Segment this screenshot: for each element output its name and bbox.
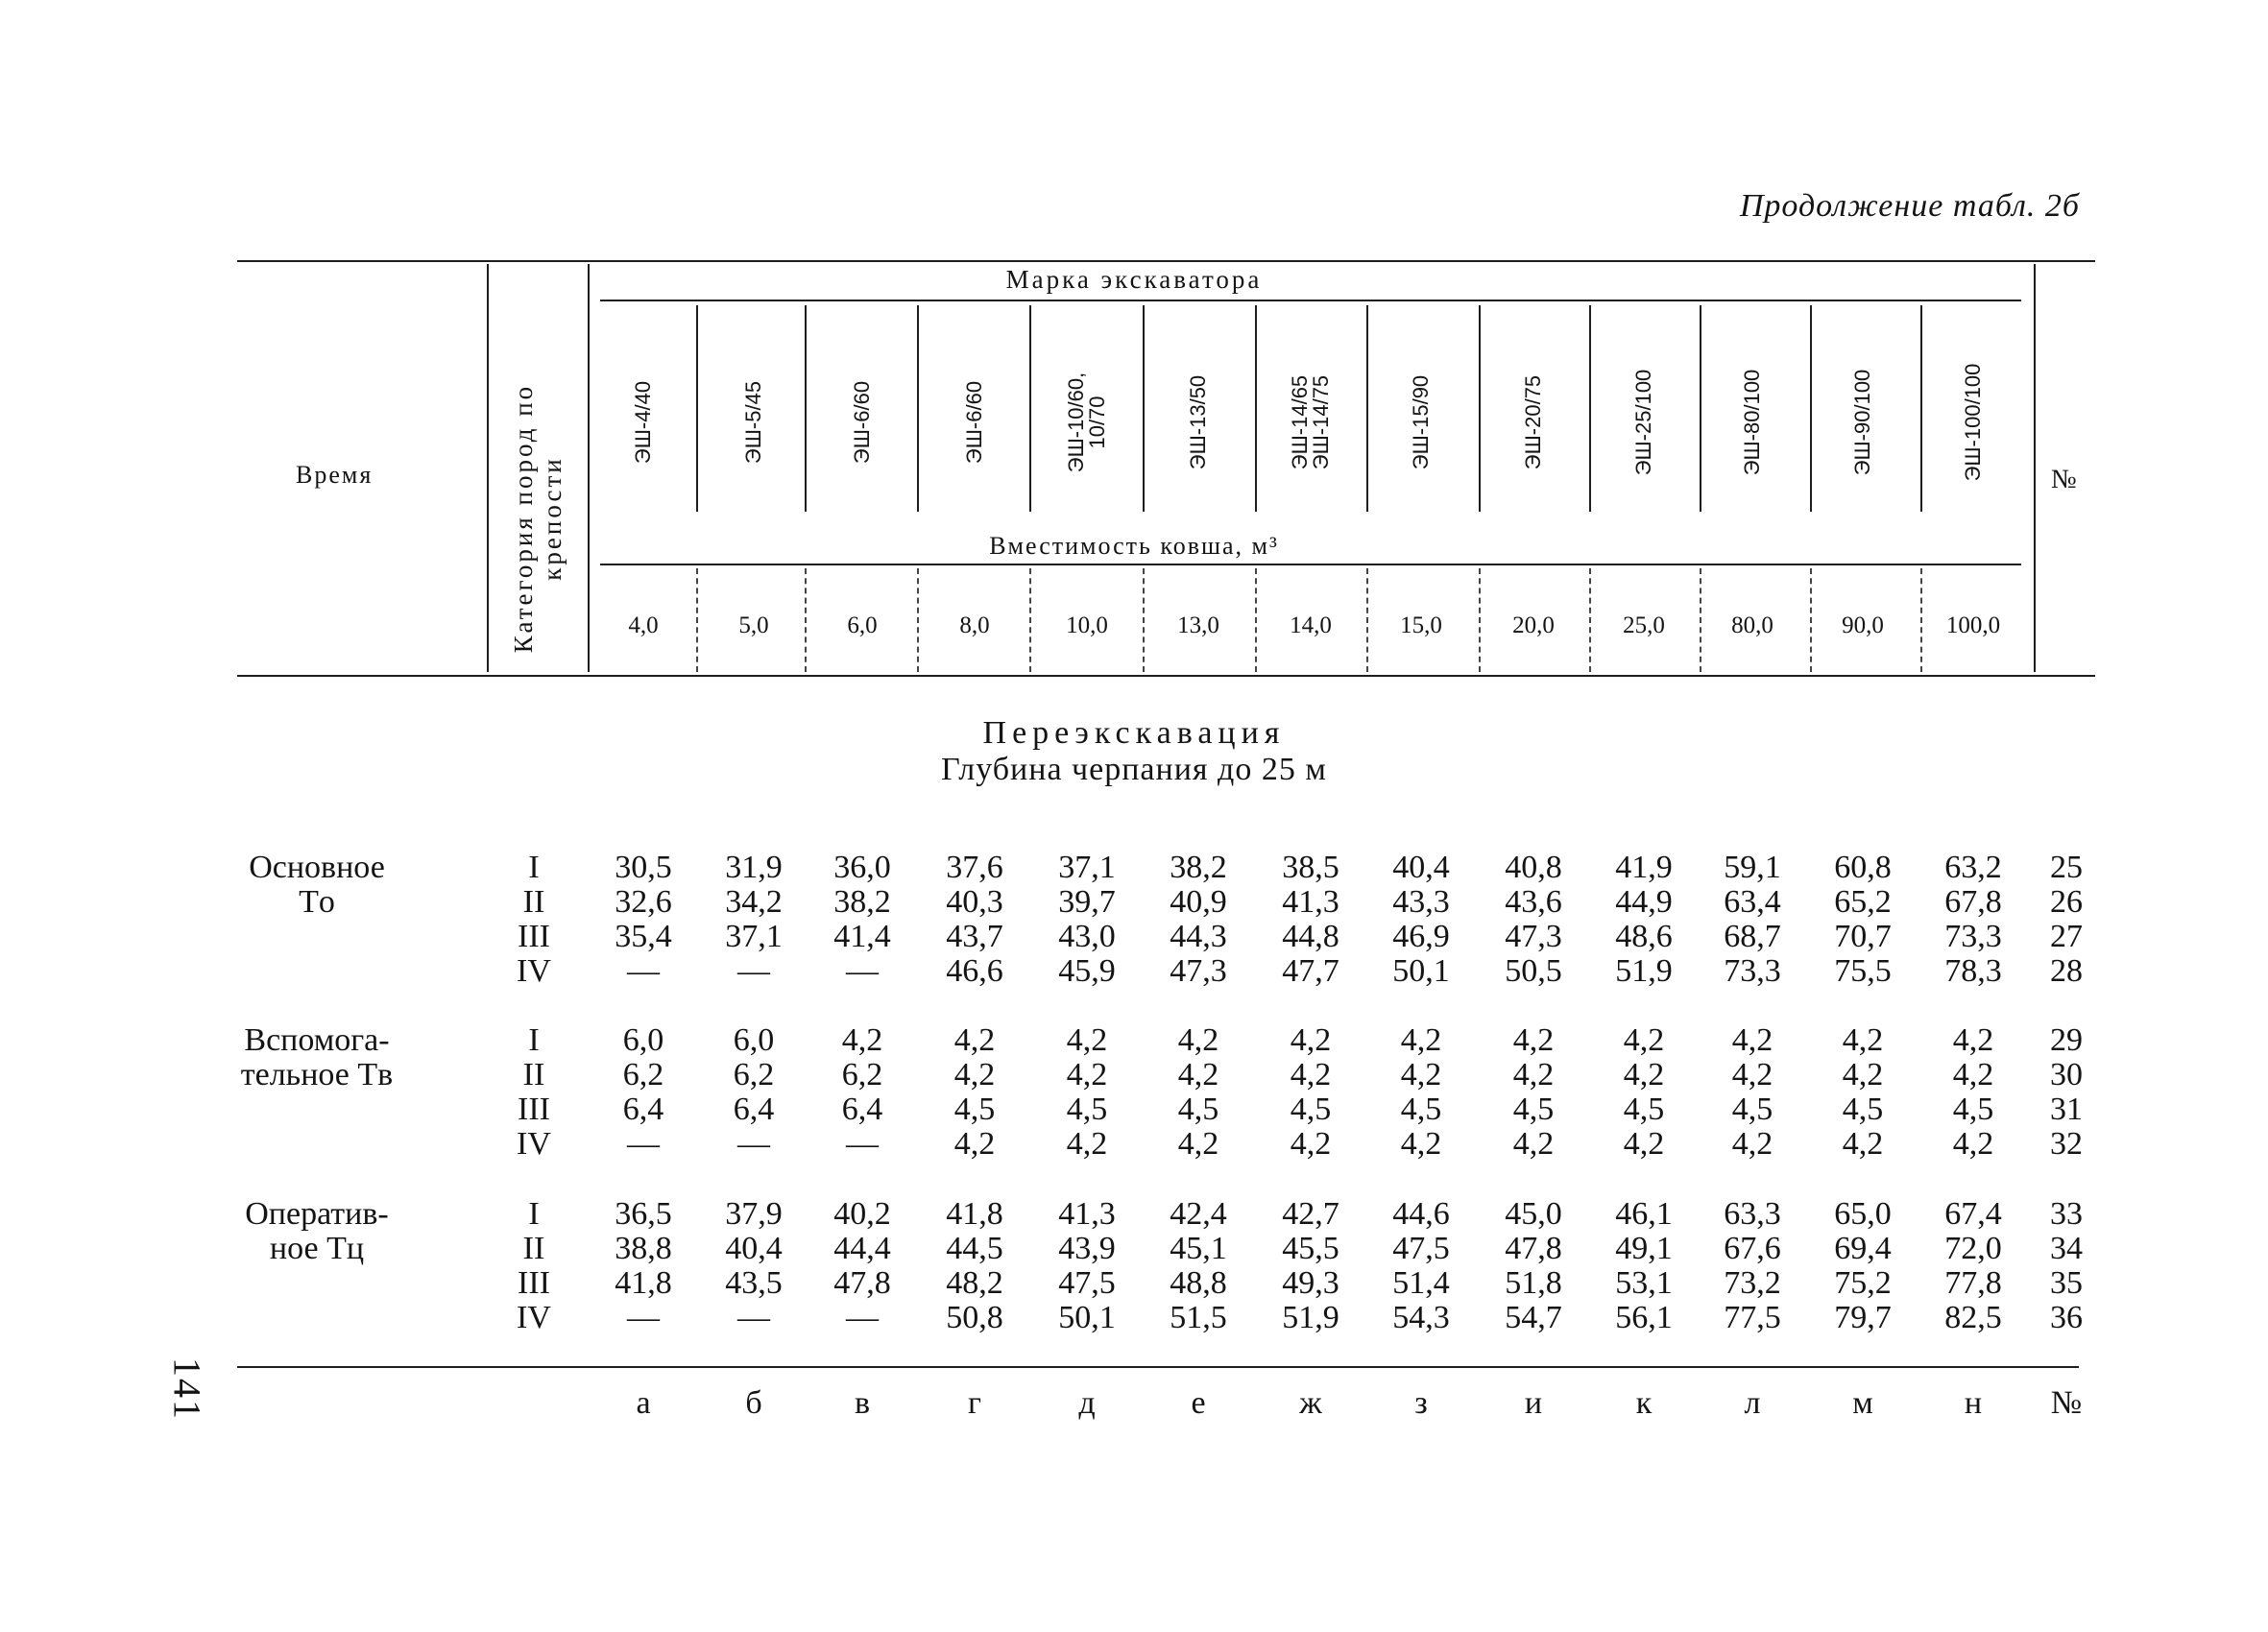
bucket-capacity-value: 8,0	[959, 612, 990, 638]
table-cell: 47,7	[1282, 953, 1339, 989]
excavator-model-label: ЭШ-80/100	[1740, 369, 1764, 476]
table-cell: 50,5	[1505, 953, 1562, 989]
table-cell: 44,5	[946, 1231, 1003, 1266]
row-number: 31	[2050, 1092, 2083, 1127]
table-cell: 51,9	[1615, 953, 1673, 989]
table-cell: 4,2	[953, 1022, 996, 1058]
excavator-model-label: ЭШ-100/100	[1961, 363, 1985, 482]
table-cell: 4,2	[1952, 1022, 1994, 1058]
table-cell: 4,2	[1290, 1057, 1332, 1092]
column-divider	[1700, 568, 1701, 672]
table-cell: 63,4	[1724, 884, 1781, 920]
column-divider	[805, 305, 807, 512]
table-cell: 73,3	[1944, 919, 2002, 954]
rock-category: I	[528, 850, 540, 885]
column-divider	[1479, 305, 1481, 512]
table-cell: 4,2	[1400, 1126, 1442, 1162]
table-cell: 4,2	[1623, 1057, 1665, 1092]
table-cell: 39,7	[1058, 884, 1116, 920]
category-label: Категория пород по крепости	[509, 383, 567, 654]
table-cell: 41,9	[1615, 850, 1673, 885]
table-cell: 47,8	[833, 1265, 891, 1301]
table-cell: 65,0	[1834, 1196, 1892, 1232]
bucket-capacity-value: 13,0	[1177, 612, 1219, 638]
table-cell: 50,8	[946, 1300, 1003, 1335]
row-number: 35	[2050, 1265, 2083, 1301]
rock-category: IV	[517, 1300, 551, 1335]
excavator-model-label: ЭШ-14/65 ЭШ-14/75	[1288, 374, 1333, 470]
column-divider	[696, 305, 698, 512]
table-cell: 6,2	[733, 1057, 775, 1092]
table-cell: 67,4	[1944, 1196, 2002, 1232]
bucket-capacity-value: 4,0	[628, 612, 659, 638]
page-number: 141	[165, 1357, 209, 1421]
excavator-model-label: ЭШ-15/90	[1409, 374, 1433, 470]
table-cell: 4,5	[1623, 1092, 1665, 1127]
bucket-capacity-value: 90,0	[1842, 612, 1884, 638]
rock-category: II	[522, 884, 545, 920]
row-group-label: Вспомога-тельное Tв	[240, 1022, 394, 1092]
table-cell: 6,0	[733, 1022, 775, 1058]
column-divider	[917, 568, 919, 672]
table-cell: 51,9	[1282, 1300, 1339, 1335]
table-cell: 37,6	[946, 850, 1003, 885]
table-cell: 60,8	[1834, 850, 1892, 885]
table-cell: 48,6	[1615, 919, 1673, 954]
column-letter: ж	[1299, 1385, 1322, 1421]
column-divider	[1255, 568, 1257, 672]
table-cell: 4,2	[1512, 1126, 1555, 1162]
table-cell: 47,8	[1505, 1231, 1562, 1266]
table-cell: 73,2	[1724, 1265, 1781, 1301]
bucket-capacity-value: 25,0	[1623, 612, 1665, 638]
column-divider	[1143, 305, 1145, 512]
table-cell: 4,2	[1623, 1022, 1665, 1058]
table-cell: 67,6	[1724, 1231, 1781, 1266]
excavator-model-label: ЭШ-90/100	[1850, 369, 1874, 476]
table-cell: —	[846, 953, 879, 989]
table-cell: —	[737, 1126, 770, 1162]
table-cell: 51,5	[1170, 1300, 1227, 1335]
table-cell: —	[846, 1126, 879, 1162]
table-cell: 31,9	[725, 850, 783, 885]
table-cell: 63,3	[1724, 1196, 1781, 1232]
rock-category: III	[518, 1092, 550, 1127]
row-number: 29	[2050, 1022, 2083, 1058]
table-cell: 44,3	[1170, 919, 1227, 954]
table-cell: 4,5	[1290, 1092, 1332, 1127]
table-cell: 4,2	[1066, 1022, 1108, 1058]
bucket-capacity-value: 80,0	[1731, 612, 1773, 638]
bucket-capacity-value: 10,0	[1066, 612, 1108, 638]
column-letter: м	[1852, 1385, 1873, 1421]
table-cell: 44,4	[833, 1231, 891, 1266]
column-letter: и	[1524, 1385, 1543, 1421]
row-group-label: Оператив-ное Tц	[245, 1196, 389, 1266]
table-cell: 69,4	[1834, 1231, 1892, 1266]
table-cell: 4,5	[1066, 1092, 1108, 1127]
table-cell: 47,3	[1505, 919, 1562, 954]
table-cell: 38,5	[1282, 850, 1339, 885]
table-cell: 47,5	[1392, 1231, 1450, 1266]
table-cell: 6,4	[733, 1092, 775, 1127]
table-cell: 43,9	[1058, 1231, 1116, 1266]
excavator-model-label: ЭШ-6/60	[850, 380, 874, 465]
table-cell: 51,8	[1505, 1265, 1562, 1301]
table-cell: 38,2	[1170, 850, 1227, 885]
table-cell: 43,0	[1058, 919, 1116, 954]
table-cell: 35,4	[615, 919, 672, 954]
table-cell: 78,3	[1944, 953, 2002, 989]
section-title: Переэкскавация	[982, 715, 1286, 751]
rock-category: I	[528, 1022, 540, 1058]
table-cell: 32,6	[615, 884, 672, 920]
table-cell: 41,3	[1282, 884, 1339, 920]
column-divider	[1589, 568, 1591, 672]
table-cell: 4,2	[1290, 1126, 1332, 1162]
table-cell: 4,2	[953, 1057, 996, 1092]
table-cell: 47,5	[1058, 1265, 1116, 1301]
table-cell: 4,2	[1952, 1126, 1994, 1162]
column-divider	[1810, 568, 1812, 672]
table-cell: 4,2	[1952, 1057, 1994, 1092]
table-cell: 63,2	[1944, 850, 2002, 885]
table-cell: 75,2	[1834, 1265, 1892, 1301]
column-divider	[1029, 568, 1031, 672]
table-cell: 34,2	[725, 884, 783, 920]
bucket-capacity-label: Вместимость ковша, м³	[989, 532, 1279, 560]
table-cell: 77,5	[1724, 1300, 1781, 1335]
excavator-model-label: ЭШ-4/40	[631, 380, 655, 465]
column-divider	[1589, 305, 1591, 512]
table-cell: 40,3	[946, 884, 1003, 920]
table-cell: 38,2	[833, 884, 891, 920]
rock-category: III	[518, 1265, 550, 1301]
table-cell: 41,4	[833, 919, 891, 954]
excavator-model-label: ЭШ-25/100	[1631, 369, 1655, 476]
row-number: 33	[2050, 1196, 2083, 1232]
table-cell: 40,4	[1392, 850, 1450, 885]
table-cell: 4,2	[1177, 1057, 1219, 1092]
table-cell: 51,4	[1392, 1265, 1450, 1301]
table-cell: 4,2	[1400, 1022, 1442, 1058]
table-cell: 70,7	[1834, 919, 1892, 954]
table-cell: 4,2	[1512, 1057, 1555, 1092]
column-divider	[1920, 305, 1922, 512]
footer-number-label: №	[2050, 1385, 2083, 1421]
table-cell: 41,3	[1058, 1196, 1116, 1232]
table-cell: 40,2	[833, 1196, 891, 1232]
column-divider	[1366, 305, 1368, 512]
column-letter: д	[1078, 1385, 1096, 1421]
table-cell: 47,3	[1170, 953, 1227, 989]
rock-category: II	[522, 1057, 545, 1092]
table-cell: 4,5	[1177, 1092, 1219, 1127]
column-letter: а	[636, 1385, 651, 1421]
column-letter: н	[1964, 1385, 1983, 1421]
table-cell: 56,1	[1615, 1300, 1673, 1335]
table-cell: 4,2	[1842, 1022, 1884, 1058]
table-cell: 59,1	[1724, 850, 1781, 885]
table-cell: 4,2	[1066, 1126, 1108, 1162]
table-cell: —	[627, 1126, 660, 1162]
table-cell: 75,5	[1834, 953, 1892, 989]
table-cell: 4,2	[1177, 1126, 1219, 1162]
bucket-capacity-value: 6,0	[847, 612, 878, 638]
table-cell: 6,4	[622, 1092, 664, 1127]
rock-category: IV	[517, 1126, 551, 1162]
table-cell: 45,0	[1505, 1196, 1562, 1232]
row-number: 36	[2050, 1300, 2083, 1335]
table-cell: —	[737, 1300, 770, 1335]
table-cell: 77,8	[1944, 1265, 2002, 1301]
table-cell: 44,6	[1392, 1196, 1450, 1232]
table-cell: 43,6	[1505, 884, 1562, 920]
bucket-capacity-value: 5,0	[738, 612, 769, 638]
column-letter: б	[745, 1385, 762, 1421]
table-cell: 65,2	[1834, 884, 1892, 920]
rock-category: III	[518, 919, 550, 954]
table-cell: 6,2	[622, 1057, 664, 1092]
bucket-capacity-value: 100,0	[1945, 612, 2001, 638]
table-cell: 38,8	[615, 1231, 672, 1266]
excavator-model-label: ЭШ-20/75	[1521, 374, 1545, 470]
table-cell: 43,3	[1392, 884, 1450, 920]
rock-category: IV	[517, 953, 551, 989]
table-cell: 41,8	[615, 1265, 672, 1301]
table-cell: 45,1	[1170, 1231, 1227, 1266]
excavator-model-label: ЭШ-5/45	[741, 380, 765, 465]
table-cell: 68,7	[1724, 919, 1781, 954]
column-divider	[1920, 568, 1922, 672]
table-cell: 4,2	[1177, 1022, 1219, 1058]
column-divider	[1810, 305, 1812, 512]
table-cell: 40,4	[725, 1231, 783, 1266]
table-cell: 54,7	[1505, 1300, 1562, 1335]
column-divider	[1255, 305, 1257, 512]
table-cell: 4,2	[1290, 1022, 1332, 1058]
table-cell: 43,7	[946, 919, 1003, 954]
rock-category: I	[528, 1196, 540, 1232]
table-cell: 4,2	[1731, 1022, 1773, 1058]
table-cell: 49,3	[1282, 1265, 1339, 1301]
table-cell: 72,0	[1944, 1231, 2002, 1266]
row-number: 27	[2050, 919, 2083, 954]
table-cell: 45,5	[1282, 1231, 1339, 1266]
table-cell: 40,8	[1505, 850, 1562, 885]
table-cell: —	[846, 1300, 879, 1335]
table-cell: 54,3	[1392, 1300, 1450, 1335]
table-cell: 4,2	[1066, 1057, 1108, 1092]
table-cell: 4,5	[1512, 1092, 1555, 1127]
table-cell: 44,9	[1615, 884, 1673, 920]
bucket-capacity-value: 14,0	[1290, 612, 1332, 638]
column-divider	[1700, 305, 1701, 512]
table-cell: 37,9	[725, 1196, 783, 1232]
table-cell: 6,0	[622, 1022, 664, 1058]
table-cell: 37,1	[1058, 850, 1116, 885]
section-subtitle: Глубина черпания до 25 м	[941, 752, 1327, 787]
column-letter: к	[1635, 1385, 1653, 1421]
number-label: №	[2051, 465, 2077, 494]
column-divider	[1143, 568, 1145, 672]
row-number: 25	[2050, 850, 2083, 885]
table-cell: 36,5	[615, 1196, 672, 1232]
table-cell: 4,2	[1400, 1057, 1442, 1092]
excavator-model-label: ЭШ-13/50	[1186, 374, 1210, 470]
table-cell: 45,9	[1058, 953, 1116, 989]
row-number: 32	[2050, 1126, 2083, 1162]
table-cell: 79,7	[1834, 1300, 1892, 1335]
table-cell: 6,4	[841, 1092, 883, 1127]
table-cell: 44,8	[1282, 919, 1339, 954]
table-cell: 4,2	[1731, 1126, 1773, 1162]
table-cell: 46,9	[1392, 919, 1450, 954]
table-cell: —	[737, 953, 770, 989]
table-cell: 43,5	[725, 1265, 783, 1301]
table-cell: —	[627, 953, 660, 989]
column-letter: е	[1191, 1385, 1206, 1421]
row-number: 26	[2050, 884, 2083, 920]
column-divider	[696, 568, 698, 672]
table-cell: 6,2	[841, 1057, 883, 1092]
time-label: Время	[296, 461, 374, 489]
table-cell: 4,5	[1731, 1092, 1773, 1127]
table-cell: 4,2	[841, 1022, 883, 1058]
table-cell: 4,5	[1952, 1092, 1994, 1127]
footer-rule	[237, 1366, 2079, 1368]
table-cell: 4,5	[1842, 1092, 1884, 1127]
table-cell: 4,2	[1512, 1022, 1555, 1058]
table-cell: 30,5	[615, 850, 672, 885]
row-group-label: Основное Tо	[249, 850, 385, 920]
bucket-capacity-value: 15,0	[1400, 612, 1442, 638]
table-cell: 42,4	[1170, 1196, 1227, 1232]
table-cell: —	[627, 1300, 660, 1335]
table-cell: 4,5	[953, 1092, 996, 1127]
column-divider	[1366, 568, 1368, 672]
column-letter: л	[1744, 1385, 1761, 1421]
table-cell: 36,0	[833, 850, 891, 885]
table-cell: 4,2	[1731, 1057, 1773, 1092]
column-letter: г	[968, 1385, 981, 1421]
column-letter: в	[854, 1385, 871, 1421]
table-cell: 4,2	[1623, 1126, 1665, 1162]
table-cell: 49,1	[1615, 1231, 1673, 1266]
table-cell: 73,3	[1724, 953, 1781, 989]
table-cell: 4,2	[1842, 1057, 1884, 1092]
row-number: 30	[2050, 1057, 2083, 1092]
excavator-brand-label: Марка экскаватора	[1005, 265, 1263, 294]
table-cell: 53,1	[1615, 1265, 1673, 1301]
column-divider	[1479, 568, 1481, 672]
table-cell: 82,5	[1944, 1300, 2002, 1335]
table-cell: 48,8	[1170, 1265, 1227, 1301]
table-cell: 4,2	[1842, 1126, 1884, 1162]
table-cell: 46,1	[1615, 1196, 1673, 1232]
table-cell: 50,1	[1058, 1300, 1116, 1335]
table-cell: 40,9	[1170, 884, 1227, 920]
table-cell: 67,8	[1944, 884, 2002, 920]
excavator-model-label: ЭШ-6/60	[962, 380, 986, 465]
table-caption: Продолжение табл. 2б	[1739, 188, 2080, 224]
column-divider	[917, 305, 919, 512]
row-number: 34	[2050, 1231, 2083, 1266]
table-cell: 46,6	[946, 953, 1003, 989]
column-divider	[1029, 305, 1031, 512]
table-cell: 48,2	[946, 1265, 1003, 1301]
rock-category: II	[522, 1231, 545, 1266]
column-divider	[805, 568, 807, 672]
excavator-model-label: ЭШ-10/60, 10/70	[1064, 372, 1109, 473]
bucket-capacity-value: 20,0	[1512, 612, 1555, 638]
table-cell: 50,1	[1392, 953, 1450, 989]
table-cell: 4,5	[1400, 1092, 1442, 1127]
column-letter: з	[1414, 1385, 1428, 1421]
table-cell: 41,8	[946, 1196, 1003, 1232]
table-cell: 42,7	[1282, 1196, 1339, 1232]
table-cell: 37,1	[725, 919, 783, 954]
row-number: 28	[2050, 953, 2083, 989]
table-cell: 4,2	[953, 1126, 996, 1162]
